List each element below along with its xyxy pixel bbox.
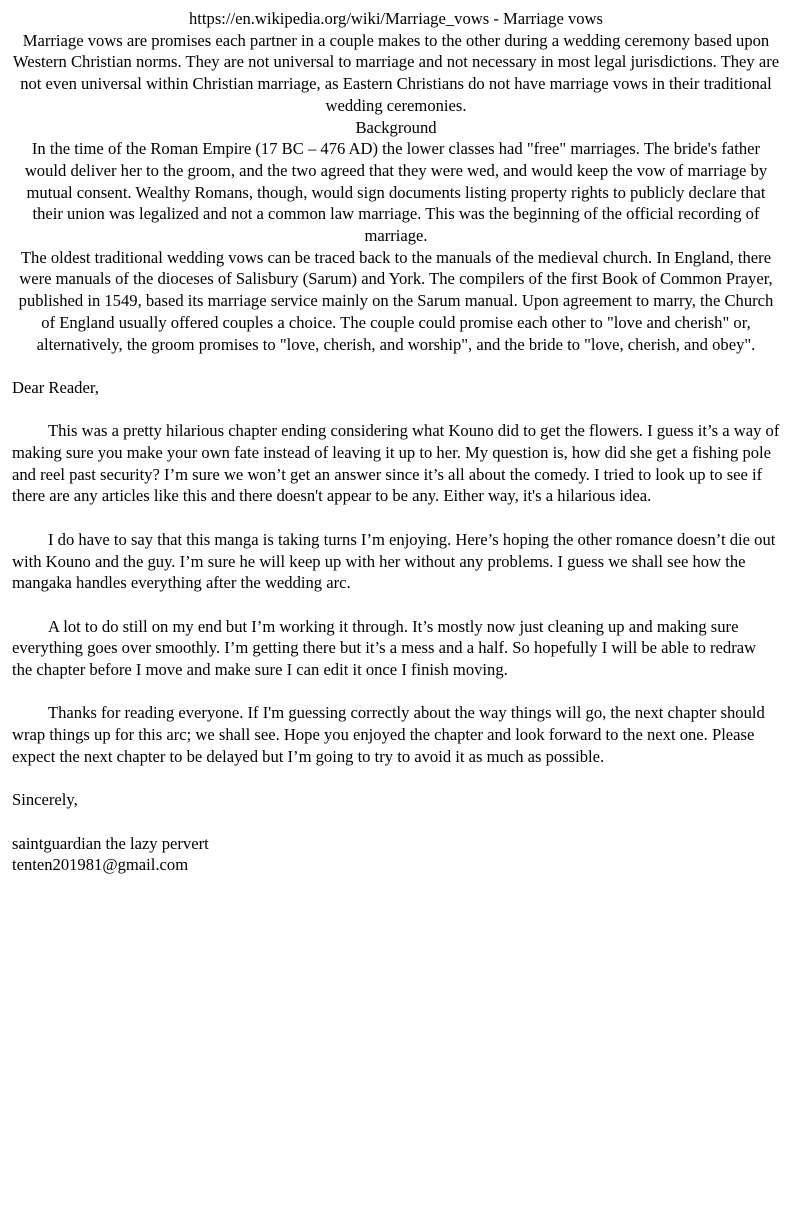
letter-paragraph: Thanks for reading everyone. If I'm guessing correctly about the way things will go, the next chapter should wrap things up for this arc; we shall see. Hope you enjoyed the chapter and look forward to the next one. Please expect the next chapter to be delayed but I’m going to try to avoid it as much as possible.: [12, 703, 765, 766]
signature-name: saintguardian the lazy pervert: [12, 833, 209, 853]
signature-email: tenten201981@gmail.com: [12, 855, 189, 875]
background-paragraph-2: The oldest traditional wedding vows can be traced back to the manuals of the medieval church. In England, there were manuals of the dioceses of Salisbury (Sarum) and York. The compilers of the first Book of Common Prayer, published in 1549, based its marriage service mainly on the Sarum manual. Upon agreement to marry, the Church of England usually offered couples a choice. The couple could promise each other to "love and cherish" or, alternatively, the groom promises to "love, cherish, and worship", and the bride to "love, cherish, and obey".: [18, 247, 774, 354]
section-heading: Background: [355, 117, 437, 137]
letter-paragraph: This was a pretty hilarious chapter ending considering what Kouno did to get the flowers. I guess it’s a way of making sure you make your own fate instead of leaving it up to her. My question is, how did she get a fishing pole and reel past security? I’m sure we won’t get an answer since it’s all about the comedy. I tried to look up to see if there are any articles like this and there doesn't appear to be any. Either way, it's a hilarious idea.: [12, 421, 780, 506]
intro-paragraph: Marriage vows are promises each partner in a couple makes to the other during a wedding ceremony based upon Western Christian norms. They are not universal to marriage and not necessary in most legal jurisdictions. They are not even universal within Christian marriage, as Eastern Christians do not have marriage vows in their traditional wedding ceremonies.: [12, 30, 780, 115]
letter-paragraph: A lot to do still on my end but I’m working it through. It’s mostly now just cleaning up and making sure everything goes over smoothly. I’m getting there but it’s a mess and a half. So hopefully I will be able to redraw the chapter before I move and make sure I can edit it once I finish moving.: [12, 616, 757, 680]
letter-to-reader: [12, 377, 780, 876]
letter-greeting: Dear Reader,: [12, 377, 99, 397]
letter-paragraph: I do have to say that this manga is taking turns I’m enjoying. Here’s hoping the other romance doesn’t die out with Kouno and the guy. I’m sure he will keep up with her without any problems. I guess we shall see how the mangaka handles everything after the wedding arc.: [12, 529, 776, 593]
signature-block: [12, 833, 780, 876]
wikipedia-excerpt: [12, 8, 780, 355]
background-paragraph-1: In the time of the Roman Empire (17 BC – 476 AD) the lower classes had "free" marriages. The bride's father would deliver her to the groom, and the two agreed that they were wed, and would keep the vow of marriage by mutual consent. Wealthy Romans, though, would sign documents listing property rights to publicly declare that their union was legalized and not a common law marriage. This was the beginning of the official recording of marriage.: [24, 139, 768, 246]
source-line: https://en.wikipedia.org/wiki/Marriage_vows - Marriage vows: [189, 9, 603, 28]
letter-closing: Sincerely,: [12, 790, 78, 810]
